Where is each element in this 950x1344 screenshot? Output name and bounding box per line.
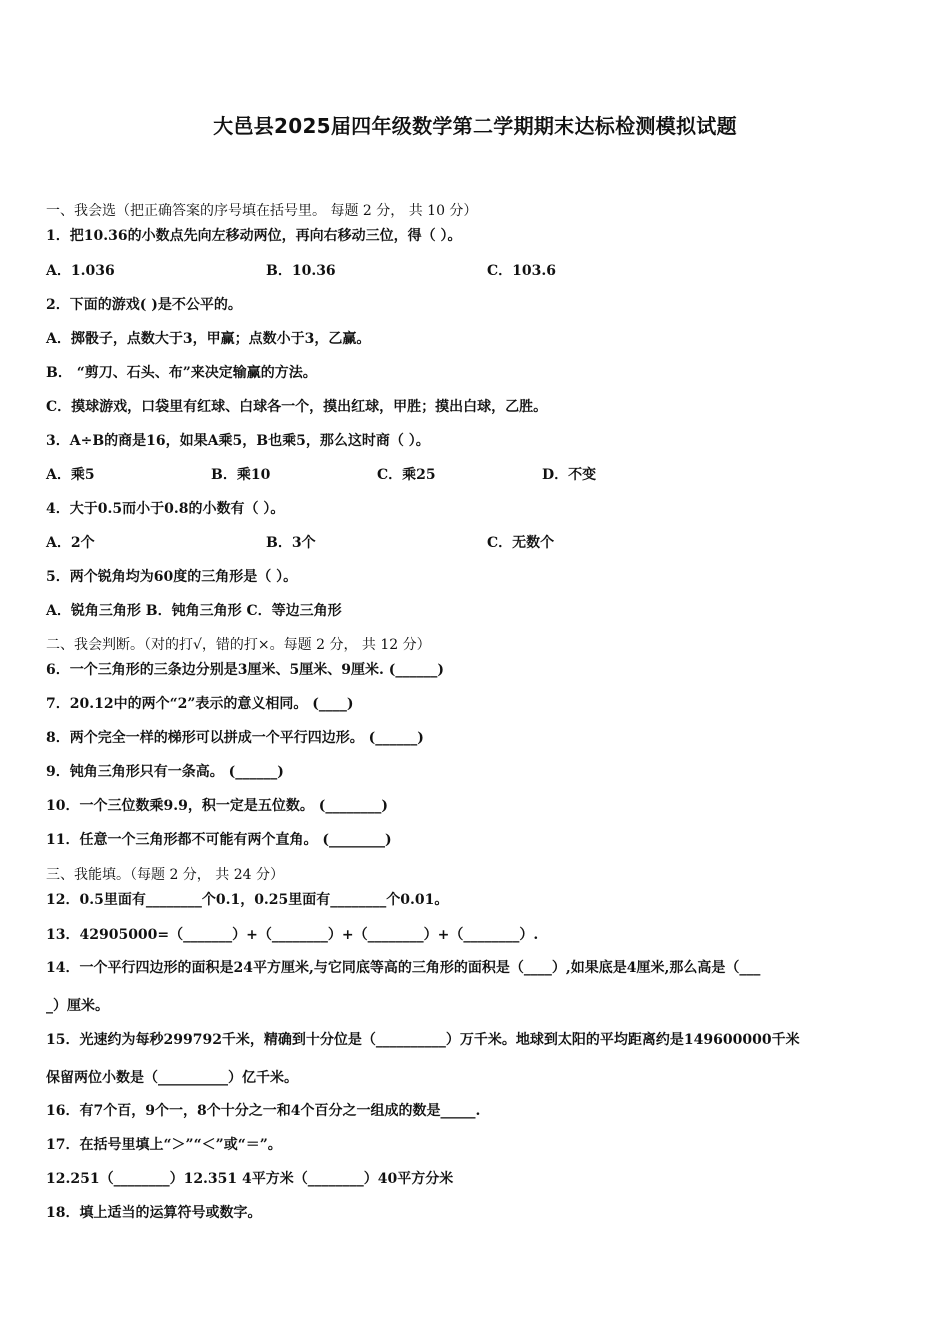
question-17: 17．在括号里填上“＞”“＜”或“＝”。 xyxy=(46,1137,282,1153)
question-9: 9．钝角三角形只有一条高。 (______) xyxy=(46,764,284,780)
question-18: 18．填上适当的运算符号或数字。 xyxy=(46,1205,262,1221)
question-1: 1．把10.36的小数点先向左移动两位，再向右移动三位，得（ ）。 xyxy=(46,228,462,244)
question-7: 7．20.12中的两个“2”表示的意义相同。 (____) xyxy=(46,696,354,712)
question-15-line-2: 保留两位小数是（__________）亿千米。 xyxy=(46,1070,298,1086)
question-6: 6．一个三角形的三条边分别是3厘米、5厘米、9厘米. (______) xyxy=(46,662,444,678)
question-11: 11．任意一个三角形都不可能有两个直角。 (________) xyxy=(46,832,392,848)
option-a: A．2个 xyxy=(46,535,95,551)
question-12: 12．0.5里面有________个0.1，0.25里面有________个0.01。 xyxy=(46,892,449,908)
page-title: 大邑县2025届四年级数学第二学期期末达标检测模拟试题 xyxy=(213,114,737,138)
question-8: 8．两个完全一样的梯形可以拼成一个平行四边形。 (______) xyxy=(46,730,424,746)
question-15-line-1: 15．光速约为每秒299792千米，精确到十分位是（__________）万千米。地球到太阳的平均距离约是149600000千米 xyxy=(46,1032,800,1048)
option-b: B．乘10 xyxy=(211,467,271,483)
question-3: 3．A÷B的商是16，如果A乘5，B也乘5，那么这时商（ ）。 xyxy=(46,433,430,449)
section-3-heading: 三、我能填。（每题 2 分， 共 24 分） xyxy=(46,867,284,883)
option-a: A．乘5 xyxy=(46,467,95,483)
option-a: A．1.036 xyxy=(46,263,115,279)
option-d: D．不变 xyxy=(542,467,597,483)
question-14-line-1: 14．一个平行四边形的面积是24平方厘米,与它同底等高的三角形的面积是（____）,如果底是4厘米,那么高是（___ xyxy=(46,960,761,976)
option-c: C．无数个 xyxy=(487,535,555,551)
question-14-line-2: _）厘米。 xyxy=(46,998,109,1014)
question-13: 13．42905000=（_______）+（________）+（________）+（________）. xyxy=(46,927,539,943)
question-16: 16．有7个百，9个一，8个十分之一和4个百分之一组成的数是_____. xyxy=(46,1103,481,1119)
question-5-options: A．锐角三角形 B．钝角三角形 C．等边三角形 xyxy=(46,603,342,619)
option-c: C．103.6 xyxy=(487,263,556,279)
question-2-option-a: A．掷骰子，点数大于3，甲赢；点数小于3，乙赢。 xyxy=(46,331,371,347)
question-2-option-c: C．摸球游戏，口袋里有红球、白球各一个，摸出红球，甲胜；摸出白球，乙胜。 xyxy=(46,399,548,415)
question-1-options xyxy=(46,261,556,281)
question-3-options xyxy=(46,465,596,485)
section-1-heading: 一、我会选（把正确答案的序号填在括号里。 每题 2 分， 共 10 分） xyxy=(46,203,478,219)
question-4-options xyxy=(46,533,554,553)
question-5: 5．两个锐角均为60度的三角形是（ ）。 xyxy=(46,569,298,585)
option-b: B．10.36 xyxy=(266,263,336,279)
question-10: 10．一个三位数乘9.9，积一定是五位数。 (________) xyxy=(46,798,388,814)
option-b: B．3个 xyxy=(266,535,316,551)
question-2-option-b: B． “剪刀、石头、布”来决定输赢的方法。 xyxy=(46,365,317,381)
option-c: C．乘25 xyxy=(377,467,436,483)
section-2-heading: 二、我会判断。（对的打√，错的打×。每题 2 分， 共 12 分） xyxy=(46,637,431,653)
question-17-items: 12.251（________）12.351 4平方米（________）40平方分米 xyxy=(46,1171,454,1187)
question-2: 2．下面的游戏( )是不公平的。 xyxy=(46,297,242,313)
question-4: 4．大于0.5而小于0.8的小数有（ ）。 xyxy=(46,501,285,517)
